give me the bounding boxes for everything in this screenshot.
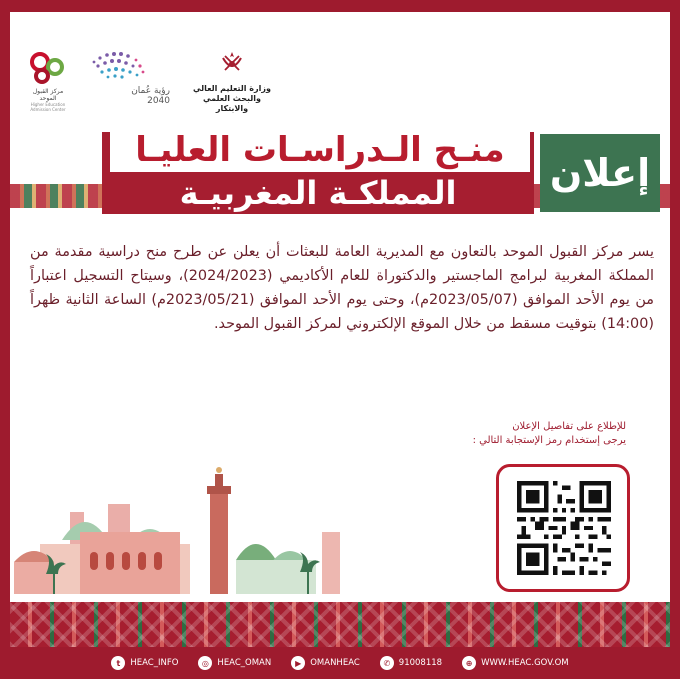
footer-twitter[interactable] [111, 656, 178, 670]
twitter-icon: t [111, 656, 125, 670]
title-line1: منـح الـدراسـات العليـا [110, 128, 530, 172]
qr-frame [496, 464, 630, 592]
instagram-handle: HEAC_OMAN [217, 658, 272, 668]
poster-content [10, 12, 670, 647]
globe-icon: ⊕ [462, 656, 476, 670]
footer-youtube[interactable] [291, 656, 360, 670]
ministry-logo [192, 48, 272, 112]
announcement-badge: إعلان [540, 134, 660, 212]
heac-caption-en: Higher Education Admission Center [30, 102, 66, 112]
instagram-icon: ◎ [198, 656, 212, 670]
footer-contact-bar [0, 647, 680, 679]
whatsapp-number: 91008118 [398, 658, 443, 668]
qr-line1: للإطلاع على تفاصيل الإعلان [512, 421, 626, 432]
youtube-handle: OMANHEAC [310, 658, 360, 668]
heac-logo [24, 52, 72, 112]
website-url: WWW.HEAC.GOV.OM [481, 658, 569, 668]
qr-line2: يرجى إستخدام رمز الإستجابة التالي : [472, 435, 626, 446]
whatsapp-icon: ✆ [380, 656, 394, 670]
logo-row [10, 42, 670, 112]
twitter-handle: HEAC_INFO [130, 658, 179, 668]
announcement-body: يسر مركز القبول الموحد بالتعاون مع المديرية العامة للبعثات أن يعلن عن طرح منح دراسية مقدمة من المملكة المغربية لبرامج الماجستير والدكتوراة للعام الأكاديمي (2024/2023)، وسيتاح التسجيل اعتباراً من يوم الأحد الموافق (2023/05/07م)، وحتى يوم الأحد الموافق (2023/05/21م) الساعة الثانية ظهراً (14:00) بتوقيت مسقط من خلال الموقع الإلكتروني لمركز القبول الموحد. [30, 244, 654, 332]
bottom-pattern-band [10, 602, 670, 647]
footer-whatsapp[interactable] [380, 656, 442, 670]
oman-vision-logo [80, 42, 170, 112]
footer-website[interactable] [462, 656, 569, 670]
footer-instagram[interactable] [198, 656, 271, 670]
moroccan-skyline-illustration [10, 452, 350, 602]
qr-code-icon[interactable] [517, 481, 611, 575]
oman-emblem-icon [217, 48, 247, 78]
ministry-line2: والبحث العلمي والابتكار [203, 94, 261, 113]
heac-logo-mark-icon [28, 52, 68, 86]
vision-label: رؤية عُمان 2040 [131, 86, 170, 106]
heac-caption-ar: مركز القبول الموحد [32, 88, 64, 102]
qr-instructions [446, 420, 626, 448]
title-line2: المملكـة المغربيـة [179, 174, 457, 212]
youtube-icon: ▶ [291, 656, 305, 670]
ministry-line1: وزارة التعليم العالي [193, 84, 271, 93]
